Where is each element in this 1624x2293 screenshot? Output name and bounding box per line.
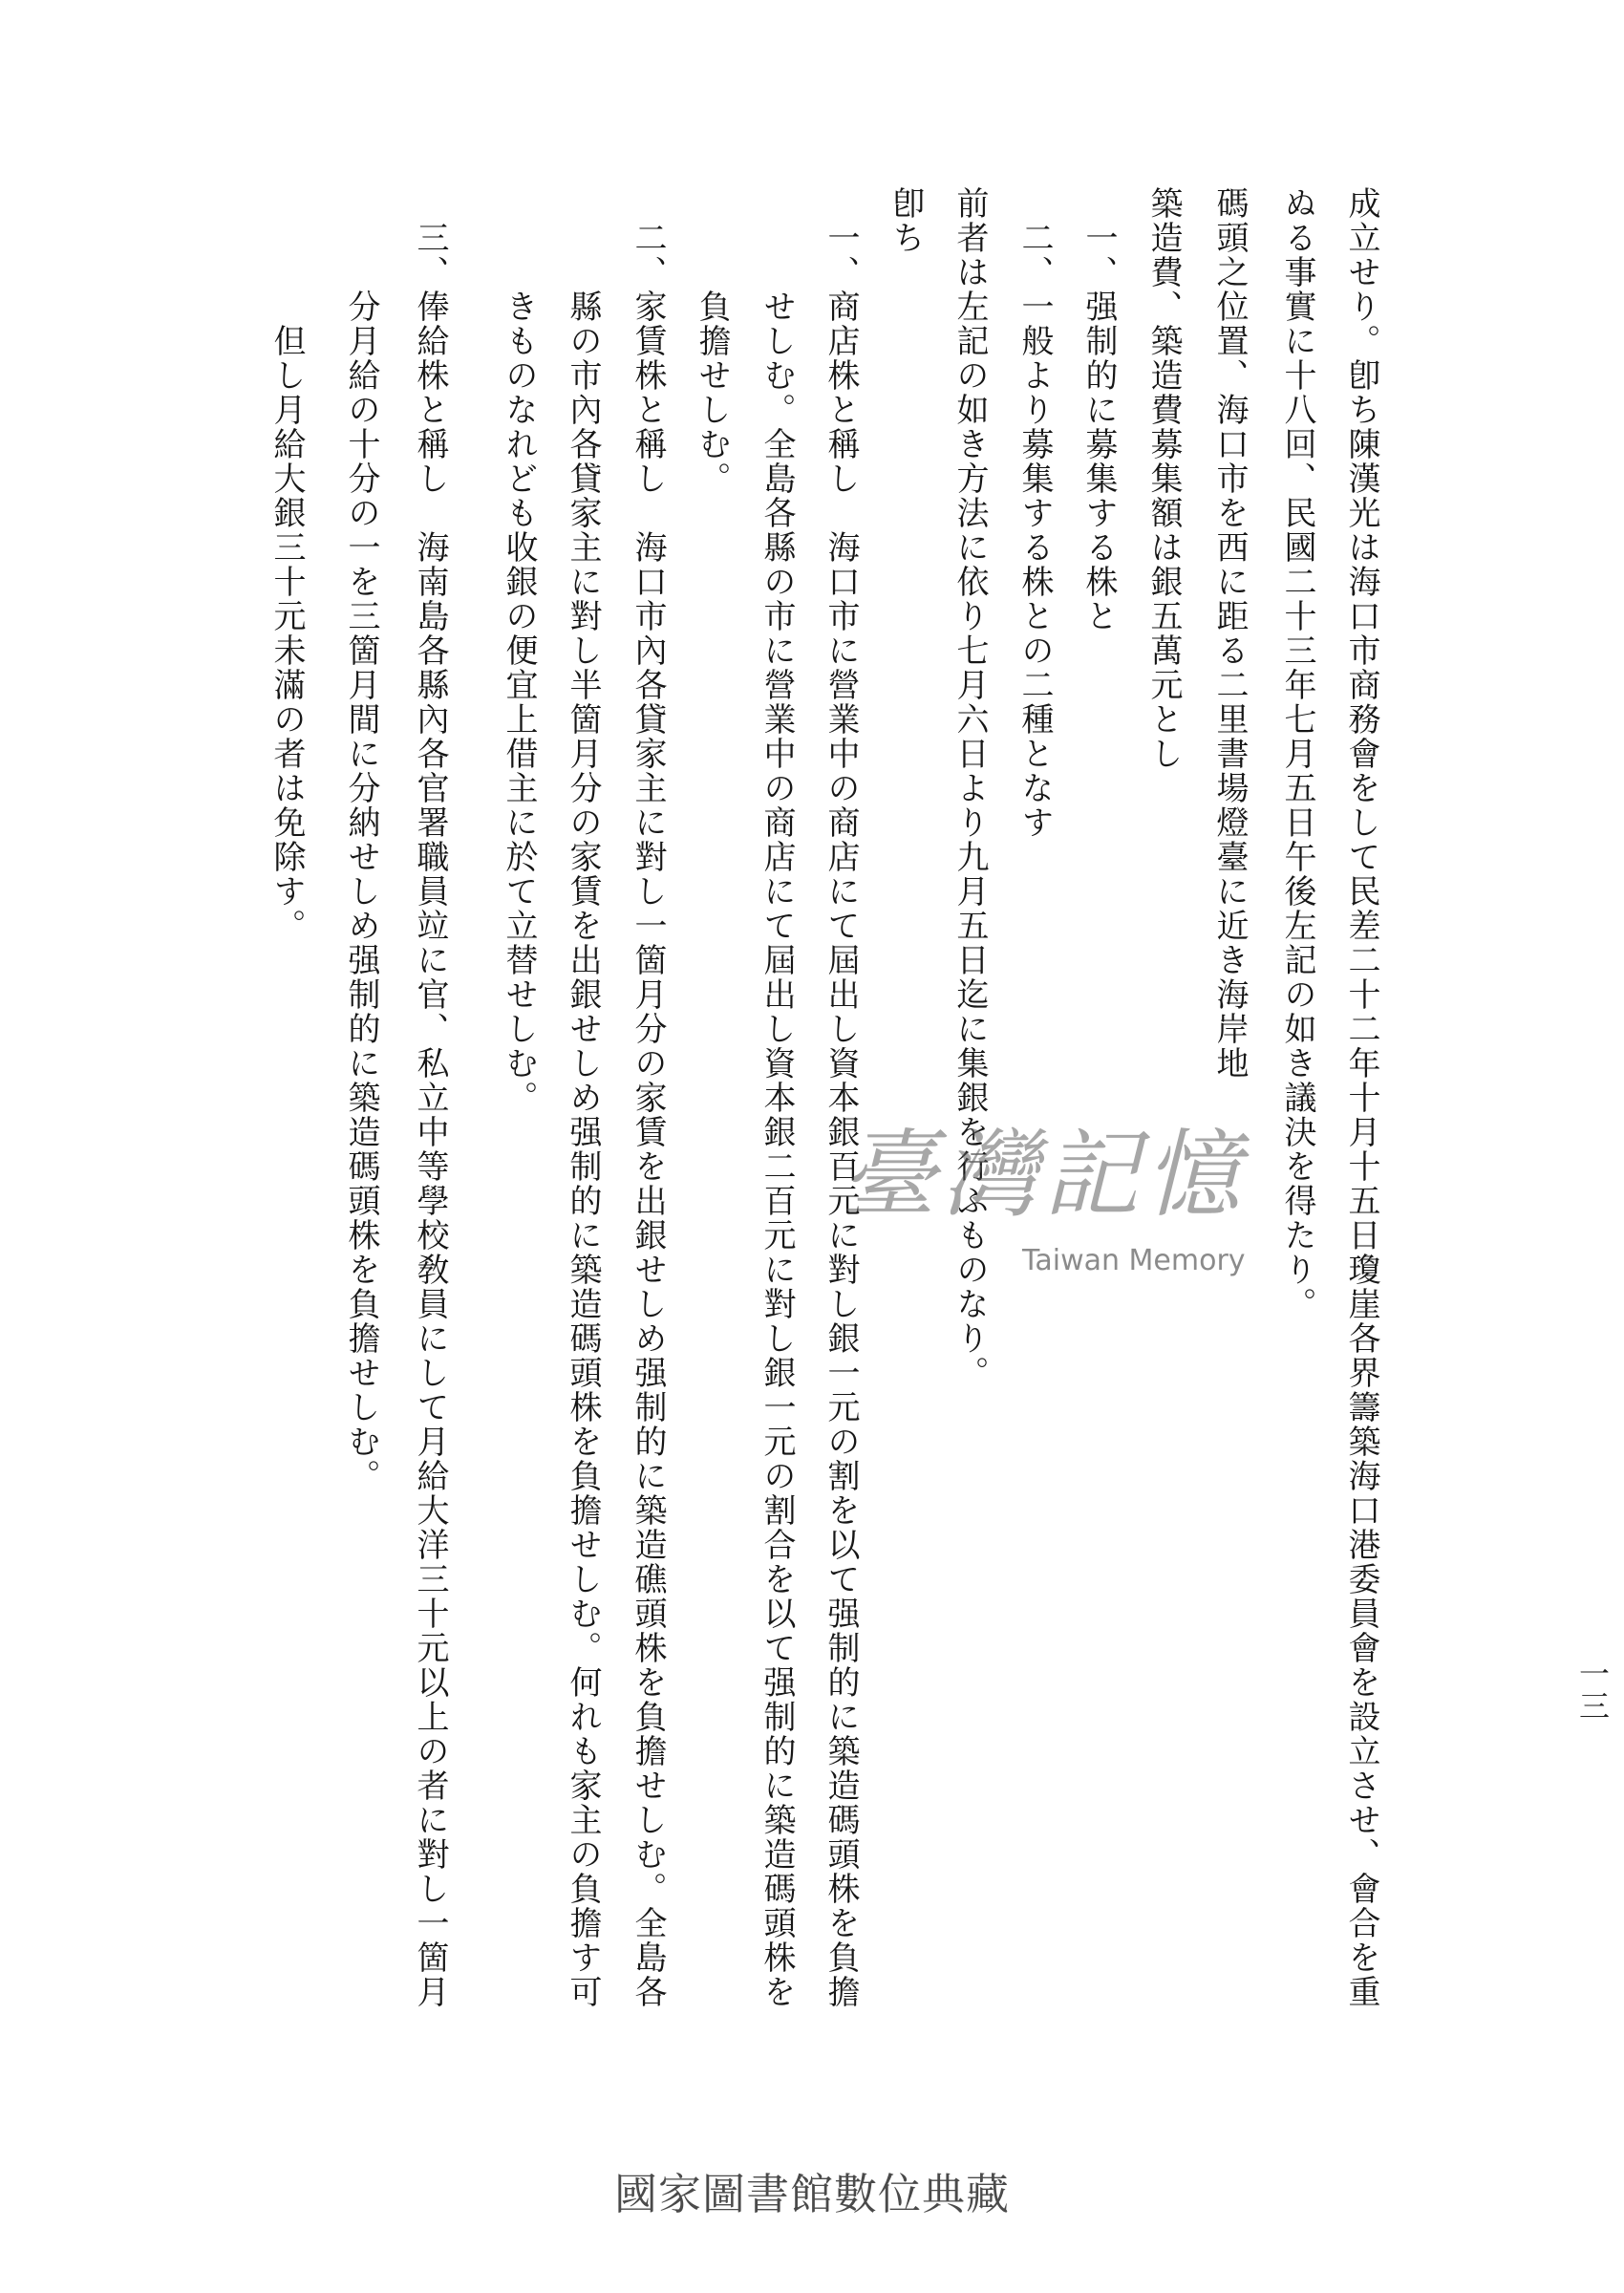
watermark-latin-text: Taiwan Memory [1022,1244,1246,1277]
list-item-continuation: きものなれども收銀の便宜上借主に於て立替せしむ。 [500,289,538,1115]
text-column: 築造費、築造費募集額は銀五萬元とし [1144,186,1183,771]
list-item: 二、一般より募集する株との二種となす [1015,221,1054,840]
text-column: 卽ち [887,186,925,255]
list-item: 二、家賃株と稱し 海口市內各貸家主に對し一箇月分の家賃を出銀せしめ强制的に築造礁頭株を負擔せしむ。全島各 [629,221,667,2009]
page-number: 一三 [1574,1658,1611,1723]
list-item: 三、俸給株と稱し 海南島各縣內各官署職員竝に官、私立中等學校敎員にして月給大洋三十元以上の者に對し一箇月 [411,221,449,2009]
text-column: 碼頭之位置、海口市を西に距る二里書場燈臺に近き海岸地 [1210,186,1249,1081]
watermark-logo-text: 臺灣記憶 [841,1119,1246,1231]
list-item-continuation: せしむ。全島各縣の市に營業中の商店にて屆出し資本銀二百元に對し銀一元の割合を以て强制的に築造碼頭株を [758,289,796,2009]
text-column: 成立せり。卽ち陳漢光は海口市商務會をして民差二十二年十月十五日瓊崖各界籌築海口港委員會を設立させ、會合を重 [1342,186,1380,2009]
list-item-continuation: 負擔せしむ。 [693,289,731,496]
watermark [841,1118,1271,1290]
text-column: ぬる事實に十八回、民國二十三年七月五日午後左記の如き議決を得たり。 [1278,186,1316,1321]
list-item-continuation: 縣の市內各貸家主に對し半箇月分の家賃を出銀せしめ强制的に築造碼頭株を負擔せしむ。何れも家主の負擔す可 [564,289,602,2009]
list-item: 一、商店株と稱し 海口市に營業中の商店にて屆出し資本銀百元に對し銀一元の割を以て强制的に築造碼頭株を負擔 [822,221,860,2009]
list-item-continuation: 分月給の十分の一を三箇月間に分納せしめ强制的に築造碼頭株を負擔せしむ。 [342,289,380,1493]
text-column: 前者は左記の如き方法に依り七月六日より九月五日迄に集銀を行ふものなり。 [951,186,989,1390]
list-item: 一、强制的に募集する株と [1079,221,1118,633]
note-text: 但し月給大銀三十元未滿の者は免除す。 [267,324,306,943]
footer-collection-name: 國家圖書館數位典藏 [613,2169,1010,2219]
